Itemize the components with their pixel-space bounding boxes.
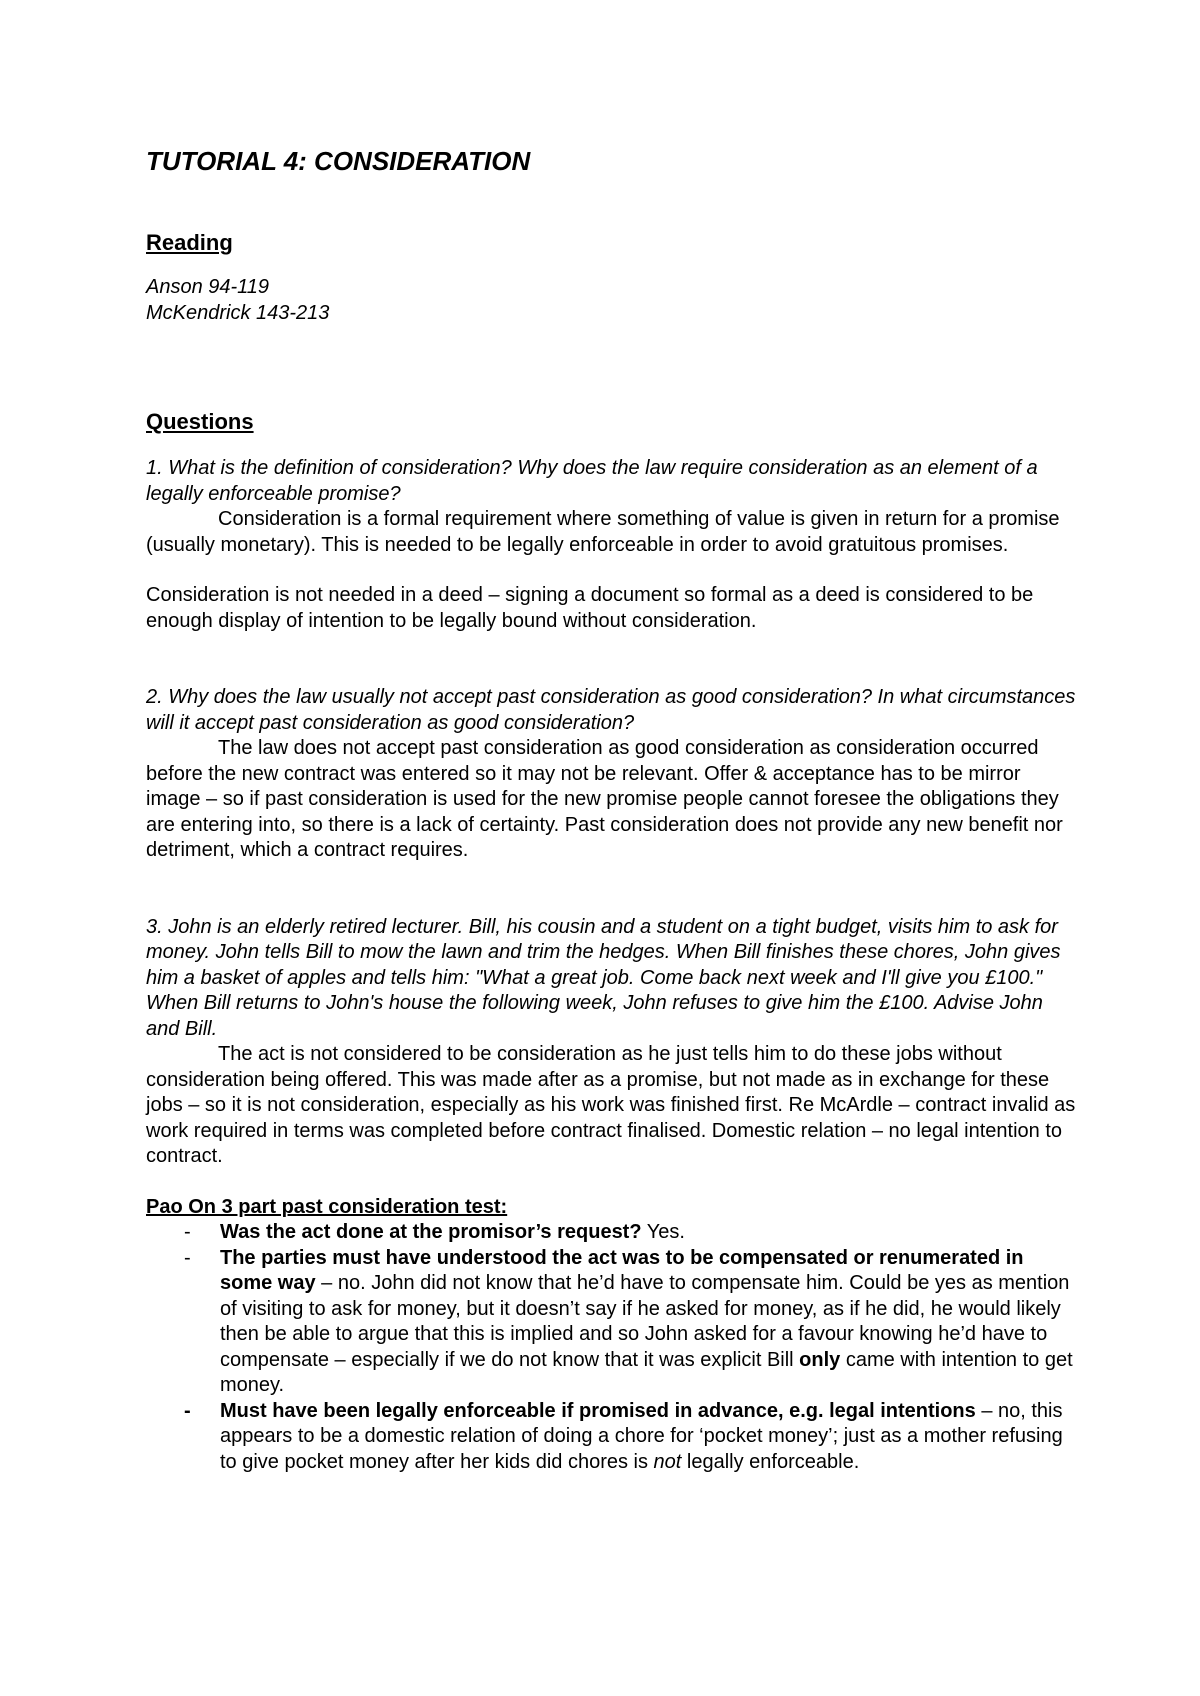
test-item [146,1399,1076,1476]
reading-list [146,275,1076,326]
question-1-block [146,456,1076,634]
question-2-answer: The law does not accept past consideration as good consideration as consideration occurred before the new contract was entered so it may not be relevant. Offer & acceptance has to be mirror image – so if past consideration is used for the new promise people cannot foresee the obligations they are entering into, so there is a lack of certainty. Past consideration does not provide any new benefit nor detriment, which a contract requires. [146,737,1063,861]
test-heading: Pao On 3 part past consideration test: [146,1195,508,1218]
question-2-text: 2. Why does the law usually not accept past consideration as good consideration? In what circumstances will it accept past consideration as good consideration? [146,686,1076,734]
test-item-criterion: The parties must have understood the act was to be compensated or renumerated in some way [220,1246,1024,1294]
test-item-text: came with intention to get money. [220,1348,1073,1396]
question-1-answer: Consideration is a formal requirement where something of value is given in return for a promise (usually monetary). This is needed to be legally enforceable in order to avoid gratuitous promises. [146,508,1060,556]
question-3-text: 3. John is an elderly retired lecturer. Bill, his cousin and a student on a tight budget, visits him to ask for money. John tells Bill to mow the lawn and trim the hedges. When Bill finishes these chores, John gives him a basket of apples and tells him: "What a great job. Come back next week and I'll give you £100." When Bill returns to John's house the following week, John refuses to give him the £100. Advise John and Bill. [146,915,1061,1040]
test-item-text: legally enforceable. [681,1450,860,1473]
test-item-criterion: Was the act done at the promisor’s request? [220,1221,642,1243]
list-dash: - [184,1399,191,1422]
question-1-extra: Consideration is not needed in a deed – signing a document so formal as a deed is considered to be enough display of intention to be legally bound without consideration. [146,584,1034,632]
test-item-emphasis: only [799,1348,841,1371]
question-2-block [146,685,1076,864]
document-title: TUTORIAL 4: CONSIDERATION [146,146,531,176]
question-3-block [146,915,1076,1170]
test-item-text: – no, this appears to be a domestic relation of doing a chore for ‘pocket money’; just as a mother refusing to give pocket money after her kids did chores is [220,1399,1063,1473]
question-3-answer: The act is not considered to be consideration as he just tells him to do these jobs without consideration being offered. This was made after as a promise, but not made as in exchange for these jobs – so it is not consideration, especially as his work was finished first. Re McArdle – contract invalid as work required in terms was completed before contract finalised. Domestic relation – no legal intention to contract. [146,1043,1076,1167]
reading-item: McKendrick 143-213 [146,301,330,324]
test-item-text: – no. John did not know that he’d have to compensate him. Could be yes as mention of visiting to ask for money, but it doesn’t say if he asked for money, as if he did, he would likely then be able to argue that this is implied and so John asked for a favour knowing he’d have to compensate – especially if we do not know that it was explicit Bill [220,1272,1070,1371]
document-body [146,145,1076,1475]
test-list [146,1220,1076,1475]
test-item-criterion: Must have been legally enforceable if promised in advance, e.g. legal intentions [220,1399,976,1422]
list-dash: - [184,1221,191,1243]
test-item-emphasis: not [653,1450,682,1473]
test-item [146,1246,1076,1399]
questions-heading: Questions [146,409,254,434]
reading-heading: Reading [146,230,233,255]
list-dash: - [184,1246,191,1269]
test-item-text: Yes. [641,1221,685,1243]
question-1-text: 1. What is the definition of consideration? Why does the law require consideration as an element of a legally enforceable promise? [146,457,1038,505]
test-item [146,1220,1076,1246]
reading-item: Anson 94-119 [146,276,270,298]
